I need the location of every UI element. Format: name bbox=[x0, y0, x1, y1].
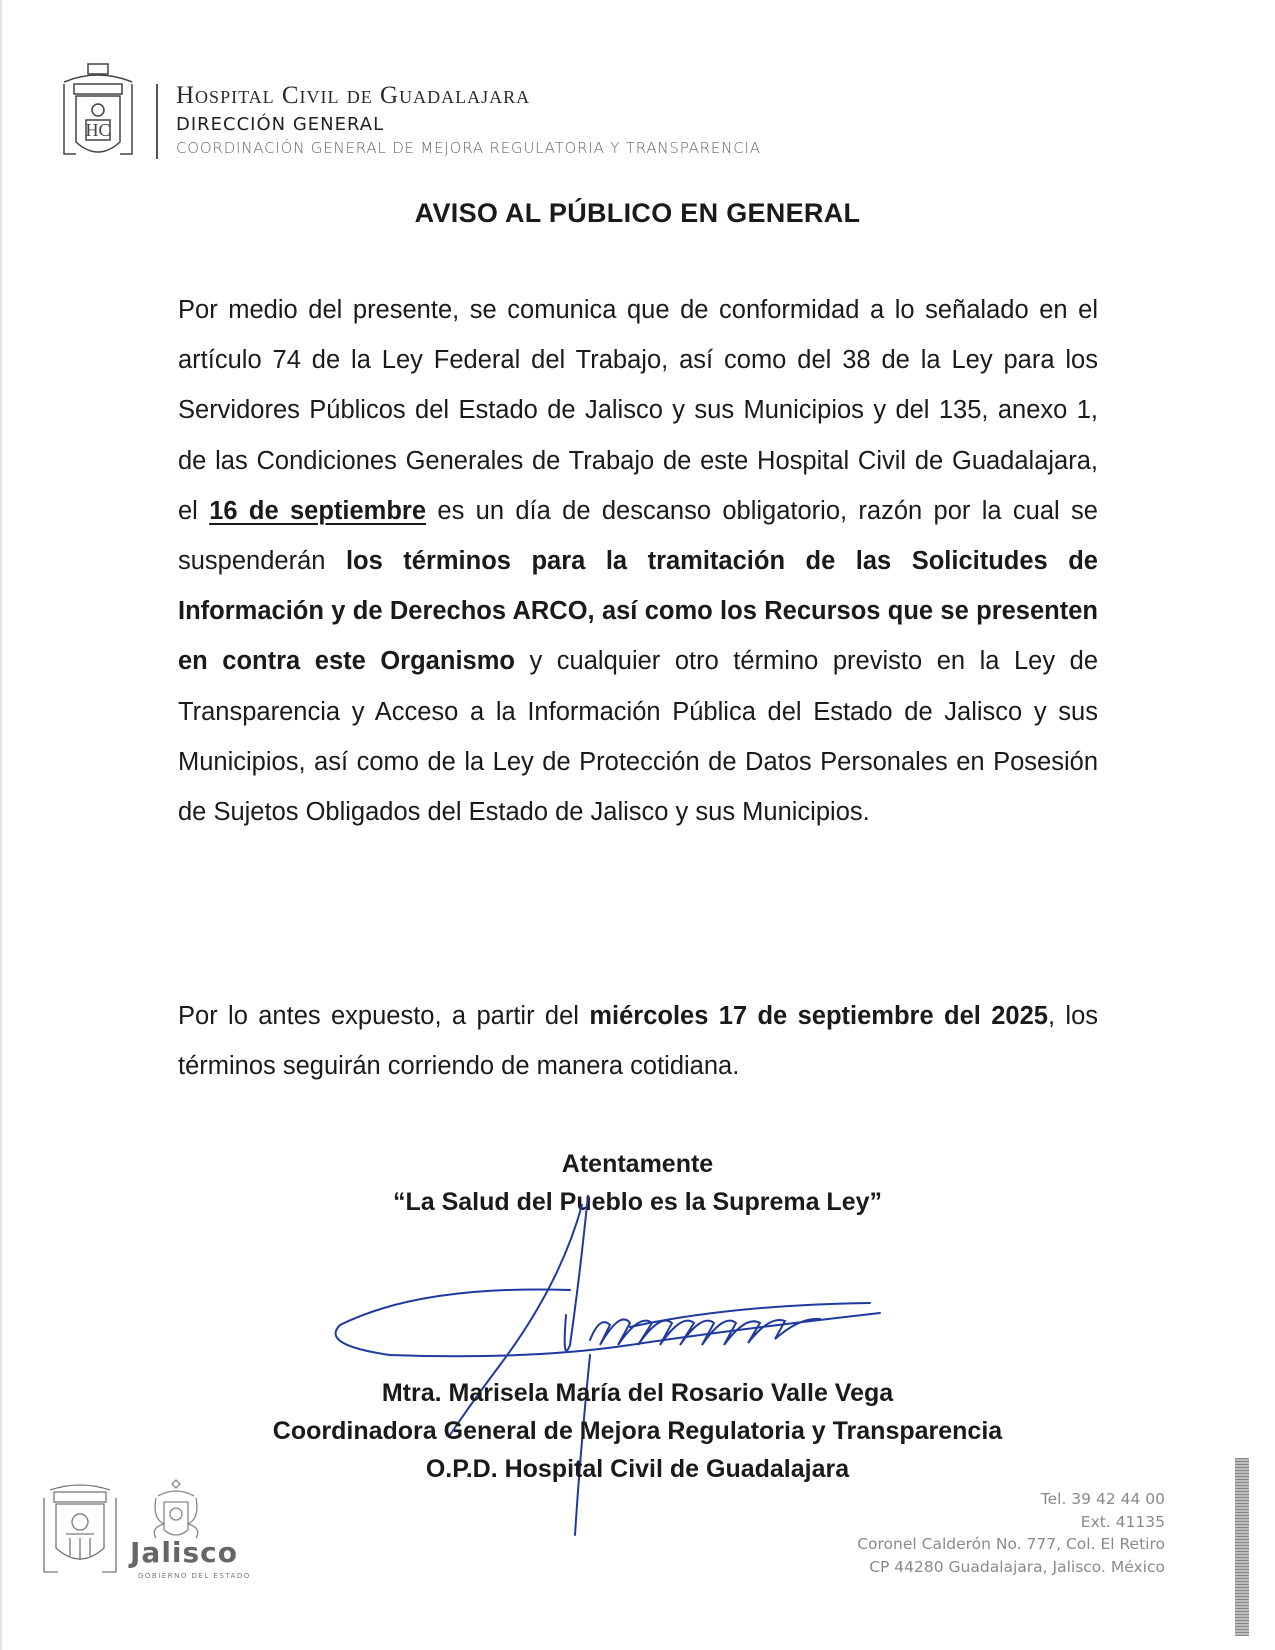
jalisco-logo-subtext: GOBIERNO DEL ESTADO bbox=[138, 1572, 251, 1580]
coordination-title: COORDINACIÓN GENERAL DE MEJORA REGULATORIA Y TRANSPARENCIA bbox=[176, 139, 761, 157]
holiday-date: 16 de septiembre bbox=[209, 496, 427, 525]
signatory-organization: O.P.D. Hospital Civil de Guadalajara bbox=[425, 1455, 850, 1483]
phone-extension: Ext. 41135 bbox=[1080, 1512, 1165, 1531]
signatory-name: Mtra. Marisela María del Rosario Valle Vega bbox=[381, 1379, 894, 1407]
paragraph-text: y cualquier otro término previsto en la Ley de Transparencia y Acceso a la Información Pública del Estado de Jalisco y sus Municipios, así como de la Ley de Protección de Datos Personales en Posesión de Sujetos Obligados del Estado de Jalisco y sus Municipios. bbox=[178, 647, 1098, 827]
svg-text:HC: HC bbox=[85, 120, 111, 140]
hospital-name: Hospital Civil de Guadalajara bbox=[176, 82, 531, 109]
suspended-terms: los términos para la tramitación de las Solicitudes de Información y de Derechos ARCO, así como los Recursos que se presenten en contra este Organismo bbox=[178, 547, 1098, 676]
direction-title: DIRECCIÓN GENERAL bbox=[176, 114, 385, 135]
hospital-civil-crest-icon bbox=[58, 62, 138, 167]
address-line: CP 44280 Guadalajara, Jalisco. México bbox=[869, 1557, 1165, 1576]
paragraph-text: Por lo antes expuesto, a partir del bbox=[178, 1002, 590, 1030]
jalisco-logo-text: Jalisco bbox=[130, 1536, 239, 1569]
address-line: Coronel Calderón No. 777, Col. El Retiro bbox=[857, 1535, 1165, 1553]
paragraph-text: , los términos seguirán corriendo de manera cotidiana. bbox=[178, 1002, 1098, 1081]
institutional-motto: “La Salud del Pueblo es la Suprema Ley” bbox=[392, 1188, 883, 1216]
header-divider bbox=[156, 84, 158, 159]
notice-title: AVISO AL PÚBLICO EN GENERAL bbox=[414, 198, 861, 228]
closing-salutation: Atentamente bbox=[561, 1150, 714, 1178]
notice-paragraph-2 bbox=[178, 991, 1098, 1091]
signatory-role: Coordinadora General de Mejora Regulatoria y Transparencia bbox=[272, 1417, 1003, 1445]
contact-info bbox=[857, 1488, 1165, 1578]
paragraph-text: es un día de descanso obligatorio, razón por la cual se suspenderán bbox=[178, 496, 1098, 576]
scan-edge-strip bbox=[1235, 1458, 1249, 1636]
paragraph-text: Por medio del presente, se comunica que de conformidad a lo señalado en el artículo 74 de la Ley Federal del Trabajo, así como del 38 de la Ley para los Servidores Públicos del Estado de Jalisco y sus Municipios y del 135, anexo 1, de las Condiciones Generales de Trabajo de este Hospital Civil de Guadalajara, el bbox=[178, 296, 1098, 525]
notice-paragraph-1 bbox=[178, 285, 1098, 837]
letterhead bbox=[58, 62, 958, 172]
resume-date: miércoles 17 de septiembre del 2025 bbox=[589, 1002, 1048, 1030]
phone-number: Tel. 39 42 44 00 bbox=[1040, 1490, 1165, 1508]
